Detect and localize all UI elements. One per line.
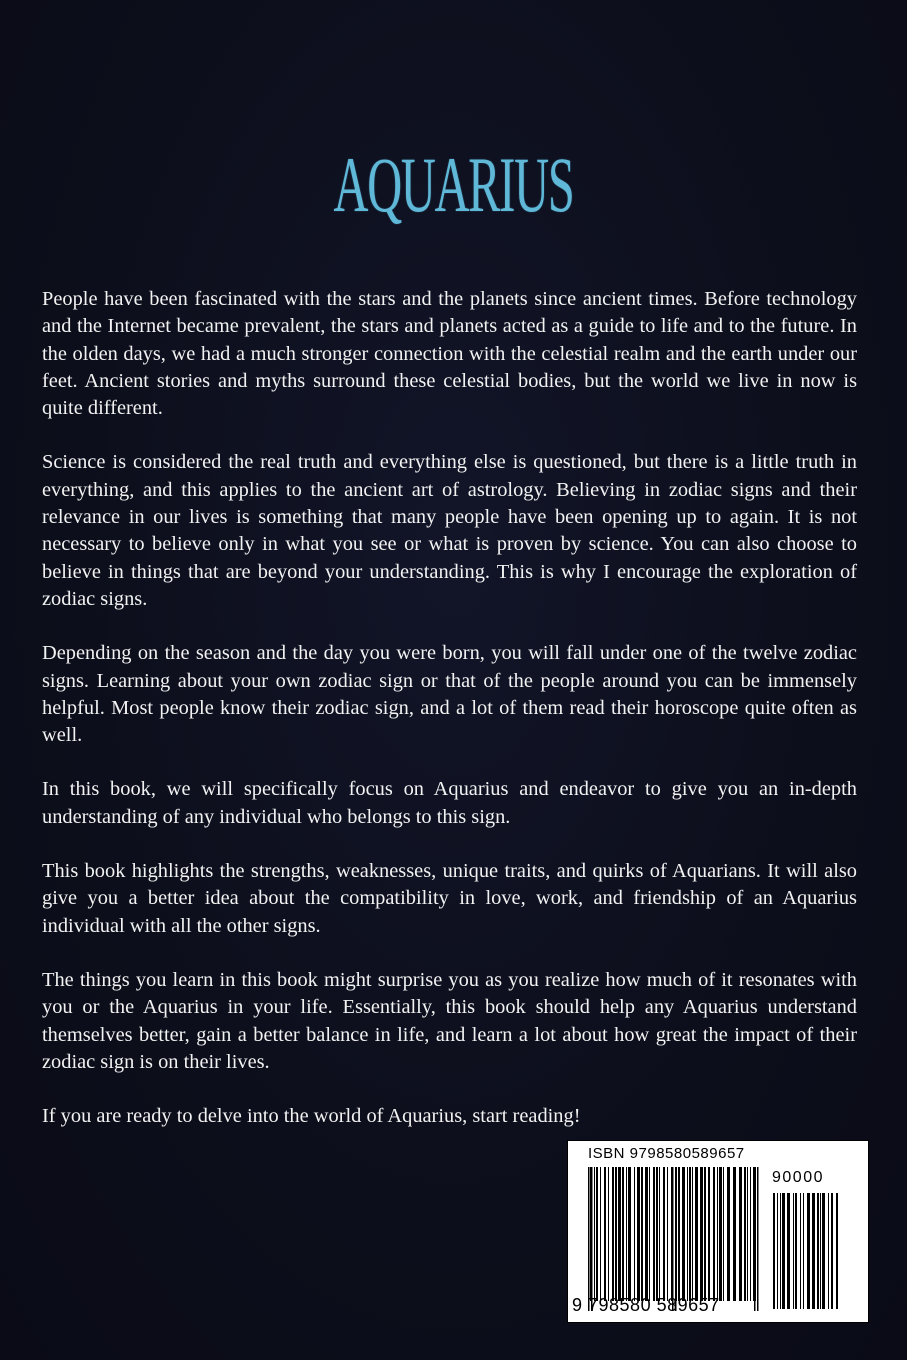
barcode-bar (831, 1193, 833, 1309)
barcode-bar (641, 1167, 643, 1301)
barcode-bar (659, 1167, 660, 1301)
barcode-bar (604, 1167, 606, 1301)
barcode-bar (787, 1193, 790, 1309)
barcode-bar (600, 1167, 601, 1301)
isbn-label: ISBN 9798580589657 (588, 1145, 745, 1162)
barcode-bar (744, 1167, 746, 1301)
barcode-guard-bar (675, 1167, 677, 1311)
barcode-bar (822, 1193, 825, 1309)
blurb-paragraph: In this book, we will specifically focus on Aquarius and endeavor to give you an in-depth understanding of any individual who belongs to this sign. (42, 778, 857, 828)
barcode-bar (739, 1167, 742, 1301)
barcode-bar (618, 1167, 621, 1301)
barcode-bar (717, 1167, 718, 1301)
barcode-bar (820, 1193, 821, 1309)
barcode-bar (780, 1193, 781, 1309)
barcode-guard-bar (591, 1167, 593, 1311)
barcode-bar (689, 1167, 691, 1301)
barcode-bar (750, 1167, 751, 1301)
blurb-paragraph: People have been fascinated with the stars and the planets since ancient times. Before technology and the Internet became prevalent, the stars and planets acted as a guide to life and to the future. In the olden days, we had a much stronger connection with the celestial realm and the earth under our feet. Ancient stories and myths surround these celestial bodies, but the world we live in now is quite different. (42, 288, 857, 420)
barcode-bar (777, 1193, 778, 1309)
barcode-bar (713, 1167, 715, 1301)
barcode-bar (692, 1167, 693, 1301)
barcode-bar (723, 1167, 724, 1301)
isbn-barcode-block (567, 1140, 869, 1323)
barcode-bar (594, 1167, 595, 1301)
barcode-bar (663, 1167, 665, 1301)
barcode-bar (817, 1193, 819, 1309)
barcode-bar (656, 1167, 658, 1301)
blurb-paragraph: This book highlights the strengths, weaknesses, unique traits, and quirks of Aquarians. It will also give you a better idea about the compatibility in love, work, and friendship of an Aquarius individual with all the other signs. (42, 860, 857, 937)
barcode-bar (719, 1167, 722, 1301)
barcode-guard-bar (588, 1167, 590, 1311)
barcode-bar (800, 1193, 801, 1309)
barcode-bar (733, 1167, 736, 1301)
barcode-bar (667, 1167, 668, 1301)
barcode-bar (708, 1167, 710, 1301)
barcode-bar (649, 1167, 650, 1301)
barcode-guard-bar (757, 1167, 759, 1311)
blurb-paragraph: Science is considered the real truth and everything else is questioned, but there is a little truth in everything, and this applies to the ancient art of astrology. Believing in zodiac signs and their relevance in our lives is something that many people have been opening up to again. It is not necessary to believe only in what you see or what is proven by science. You can also choose to believe in things that are beyond your understanding. This is why I encourage the exploration of zodiac signs. (42, 451, 857, 610)
barcode-digits: 9 798580 589657 (572, 1295, 720, 1315)
barcode-bar (700, 1167, 703, 1301)
barcode-bar (795, 1193, 797, 1309)
barcode-guard-bar (754, 1167, 756, 1311)
barcode-bar (747, 1167, 748, 1301)
barcode-bar (637, 1167, 640, 1301)
barcode-bar (626, 1167, 627, 1301)
barcode-bar (773, 1193, 775, 1309)
blurb-paragraph: If you are ready to delve into the world of Aquarius, start reading! (42, 1105, 581, 1128)
blurb-paragraph: Depending on the season and the day you were born, you will fall under one of the twelve zodiac signs. Learning about your own zodiac sign or that of the people around you can be immensely helpful. Most people know their zodiac sign, and a lot of them read their horoscope quite often as well. (42, 642, 857, 747)
barcode-bar (608, 1167, 609, 1301)
barcode-bar (678, 1167, 680, 1301)
book-title: AQUARIUS (333, 141, 574, 228)
barcode-bar (671, 1167, 672, 1301)
barcode-bar (695, 1167, 698, 1301)
barcode-guard-bar (672, 1167, 674, 1311)
barcode-bar (634, 1167, 635, 1301)
barcode-bar (704, 1167, 706, 1301)
barcode-bar (793, 1193, 794, 1309)
blurb (42, 286, 857, 1157)
barcode-bar (653, 1167, 655, 1301)
barcode-bar (612, 1167, 614, 1301)
barcode-bar (628, 1167, 631, 1301)
barcode-bar (682, 1167, 685, 1301)
barcode-bar (687, 1167, 688, 1301)
barcode-bar (836, 1193, 838, 1309)
barcode-bar (803, 1193, 804, 1309)
barcode-bar (622, 1167, 624, 1301)
barcode-bar (828, 1193, 829, 1309)
blurb-paragraph: The things you learn in this book might surprise you as you realize how much of it resonates with you or the Aquarius in your life. Essentially, this book should help any Aquarius understand themselves better, gain a better balance in life, and learn a lot about how great the impact of their zodiac sign is on their lives. (42, 968, 857, 1073)
barcode-bar (782, 1193, 785, 1309)
barcode-bar (807, 1193, 810, 1309)
barcode-bar (615, 1167, 617, 1301)
price-code: 90000 (772, 1169, 824, 1186)
barcode-bar (812, 1193, 815, 1309)
barcode-bar (727, 1167, 730, 1301)
barcode-bar (596, 1167, 598, 1301)
barcode-bar (645, 1167, 648, 1301)
